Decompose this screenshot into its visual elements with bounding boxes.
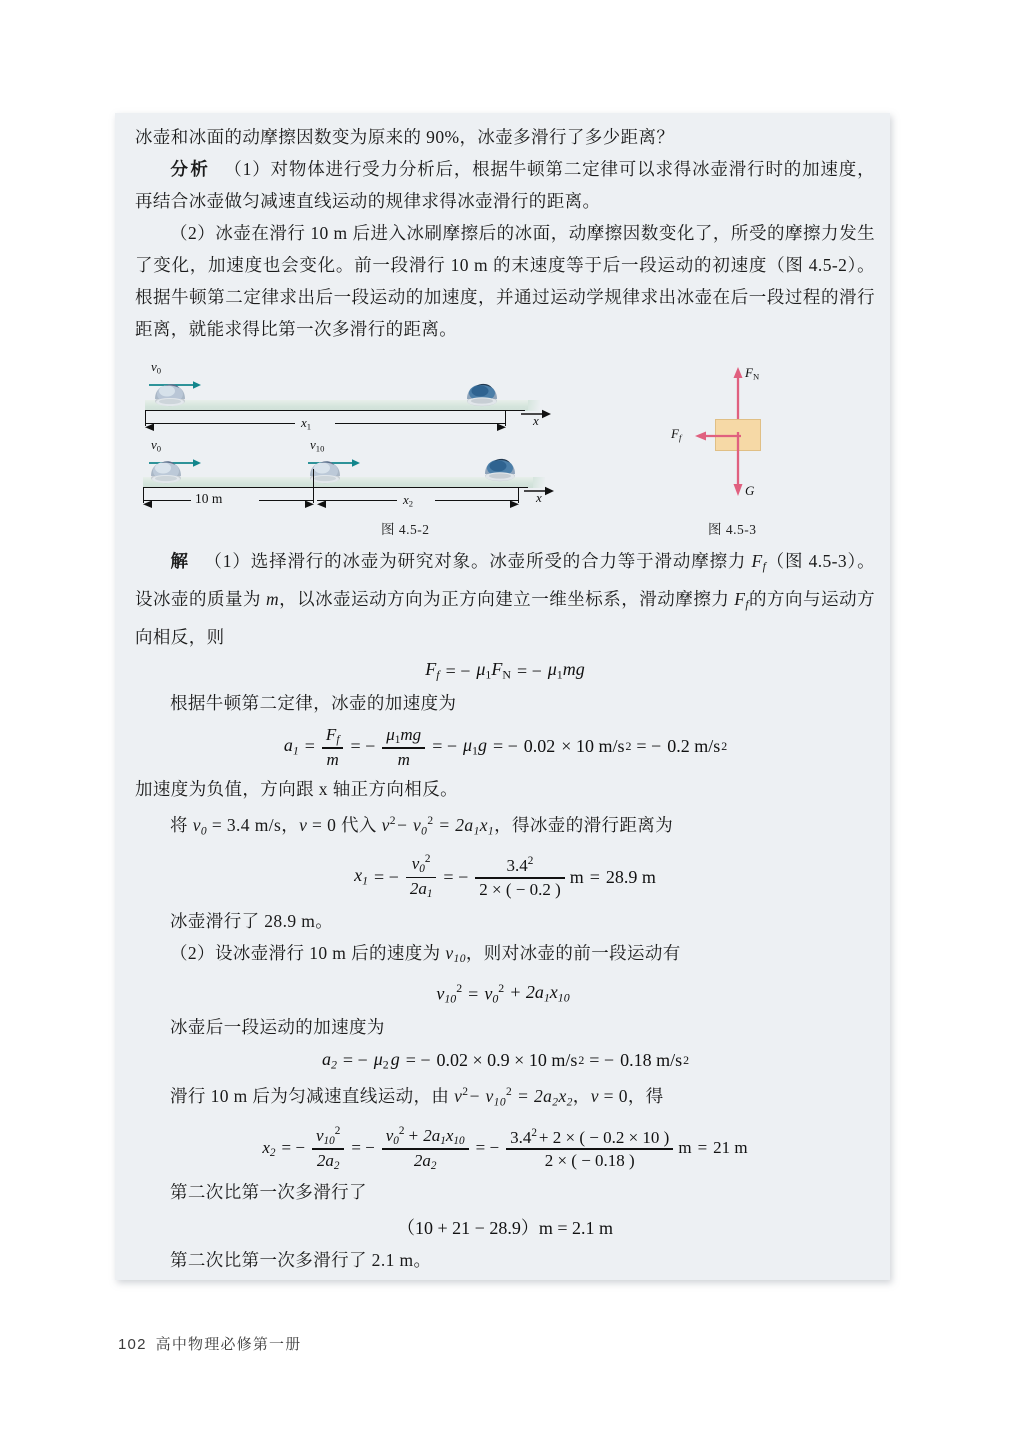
fraction-v10sq-over-2a2: $\frac{v10^2}{2a2}$ [312, 1125, 344, 1173]
label-bottom-v0: $v_0$ [151, 437, 162, 454]
solution-text-1a: （1）选择滑行的冰壶为研究对象。冰壶所受的合力等于滑动摩擦力 [204, 551, 752, 571]
dim-label-10m: 10 m [195, 491, 223, 506]
dim-line-top-right [335, 423, 505, 424]
solution-paragraph-2: （2）设冰壶滑行 10 m 后的速度为 v10，则对冰壶的前一段运动有 [170, 943, 681, 966]
solution-text-1d: 的方向与运动方向相反，则 [135, 589, 875, 648]
label-FN: $F_N$ [745, 365, 760, 382]
solution-text-1c: ，以冰壶运动方向为正方向建立一维坐标系，滑动摩擦力 [279, 589, 735, 610]
figure-caption-4-5-3: 图 4.5-3 [708, 522, 757, 537]
line-result-x1: 冰壶滑行了 28.9 m。 [170, 911, 334, 931]
page-content [135, 121, 875, 1276]
line-negative-acceleration: 加速度为负值，方向跟 x 轴正方向相反。 [135, 778, 458, 799]
curling-stone-top-start [153, 381, 187, 412]
footer-page-number: 102 [118, 1336, 147, 1353]
fraction-Ff-over-m: $\frac{Ff}{m}$ [322, 725, 344, 769]
label-bottom-v10: $v_{10}$ [310, 437, 325, 454]
fraction-v0sq-2a1x10-over-2a2: $\frac{v0^2 + 2a1x10}{2a2}$ [382, 1125, 469, 1173]
fraction-numeric-x2: $\frac{3.4^2 + 2 \times ( - 0.2 \times 10 )}{2 \times ( - 0.18 )}$ [506, 1127, 673, 1169]
figure-block [135, 357, 875, 539]
footer-book-title: 高中物理必修第一册 [155, 1336, 302, 1353]
label-G: G [745, 483, 755, 498]
page-sheet [115, 113, 890, 1280]
label-Ff: Ff [671, 426, 682, 443]
fraction-mu1mg-over-m: $\frac{\mu_1mg}{m}$ [382, 725, 425, 769]
dim-line-x2-a [317, 500, 397, 501]
dim-label-x2: $x_2$ [403, 492, 414, 509]
line-uniform-decel: 滑行 10 m 后为匀减速直线运动，由 $v^2- v10^2 = 2a2x2$，v = 0，得 [170, 1086, 664, 1109]
figure-4-5-2 [135, 357, 605, 517]
inline-m: m [265, 589, 279, 610]
dim-label-x1: $x_1$ [301, 415, 312, 432]
inline-Ff-2: F [734, 589, 746, 610]
dim-arrow-x2-left [317, 496, 327, 514]
solution-text-1b: （图 4.5-3）。设冰壶的质量为 [135, 551, 876, 610]
inline-Ff-1-sub: f [762, 561, 767, 574]
dim-line-x2-b [435, 500, 518, 501]
force-arrow-friction [695, 429, 741, 447]
inline-Ff-1: F [751, 551, 763, 571]
curling-stone-bottom-start [149, 458, 183, 489]
dim-arrow-10m-left [143, 496, 153, 514]
question-tail-paragraph: 冰壶和冰面的动摩擦因数变为原来的 90%，冰壶多滑行了多少距离？ [135, 127, 675, 147]
analysis-text-1: （1）对物体进行受力分析后，根据牛顿第二定律可以求得冰壶滑行时的加速度，再结合冰壶做匀减速直线运动的规律求得冰壶滑行的距离。 [135, 159, 875, 211]
solution-paragraph-1 [135, 545, 875, 653]
axis-line-bottom [143, 487, 528, 488]
analysis-paragraph-2: （2）冰壶在滑行 10 m 后进入冰刷摩擦后的冰面，动摩擦因数变化了，所受的摩擦力发生了变化，加速度也会变化。前一段滑行 10 m 的末速度等于后一段运动的初速度（图 4.5-2）。根据牛顿第二定律求出后一段运动的加速度，并通过运动学规律求出冰壶在后一段过程的滑行距离，就能求得比第一次多滑行的距离。 [135, 223, 875, 339]
fraction-v0sq-over-2a1: $\frac{v0^2}{2a1}$ [406, 853, 437, 901]
figure-caption-4-5-2: 图 4.5-2 [381, 522, 430, 537]
axis-label-bottom-x: x [536, 490, 542, 505]
equation-a2: a2 = − $\mu_2$ g = − 0.02 × 0.9 × 10 m/s 2 = − 0.18 m/s 2 [321, 1048, 690, 1072]
dim-arrow-10m-right [304, 496, 314, 514]
line-substitute: 将 v0 = 3.4 m/s，v = 0 代入 $v^2- v0^2 = 2a1x1$，得冰壶的滑行距离为 [170, 814, 674, 838]
equation-final: （10 + 21 − 28.9）m = 2.1 m [397, 1218, 613, 1239]
line-final-answer: 第二次比第一次多滑行了 2.1 m。 [170, 1250, 432, 1271]
analysis-label: 分析 [170, 159, 211, 179]
fraction-34sq-over-2x: $\frac{3.4^2}{2 \times ( - 0.2 )}$ [475, 855, 565, 898]
figure-4-5-3 [665, 361, 845, 516]
line-more-distance-intro: 第二次比第一次多滑行了 [170, 1182, 367, 1203]
solution-label: 解 [170, 551, 191, 571]
curling-stone-bottom-end [483, 456, 517, 487]
axis-label-top-x: x [533, 413, 539, 428]
dim-arrow-x2-right [509, 496, 519, 514]
dim-arrow-top-right [496, 419, 506, 437]
line-a2-intro: 冰壶后一段运动的加速度为 [170, 1016, 385, 1037]
axis-line-top [145, 410, 525, 411]
equation-friction: Ff = − $\mu_1F_N$ = − $\mu_1mg$ [425, 659, 585, 682]
analysis-paragraph-1 [135, 153, 875, 217]
equation-a1: a1 = $\frac{Ff}{m}$ = − $\frac{\mu_1mg}{m}$ = − $\mu_1g$ = − 0.02 × 10 m/s 2 = − 0.2 m/s 2 [283, 724, 728, 769]
equation-x2: x2 = − $\frac{v10^2}{2a2}$ = − $\frac{v0^2 + 2a1x10}{2a2}$ = − $\frac{3.4^2 + 2 \times ( - 0.2 \times 10 )}{2 \times ( - 0.18 )}$ m = 21 m [262, 1124, 748, 1172]
dim-line-top-left [145, 423, 295, 424]
equation-v10: $v10^2$ = $v0^2$ + 2a1x10 [436, 981, 570, 1006]
page-footer [118, 1333, 301, 1354]
dim-arrow-top-left [145, 419, 155, 437]
inline-Ff-2-sub: f [745, 599, 749, 612]
label-top-v0: $v_0$ [151, 359, 162, 376]
line-newton-second-law: 根据牛顿第二定律，冰壶的加速度为 [170, 692, 457, 713]
equation-x1: x1 = − $\frac{v0^2}{2a1}$ = − $\frac{3.4^2}{2 \times ( - 0.2 )}$ m = 28.9 m [354, 853, 656, 901]
curling-stone-top-end [465, 381, 499, 412]
